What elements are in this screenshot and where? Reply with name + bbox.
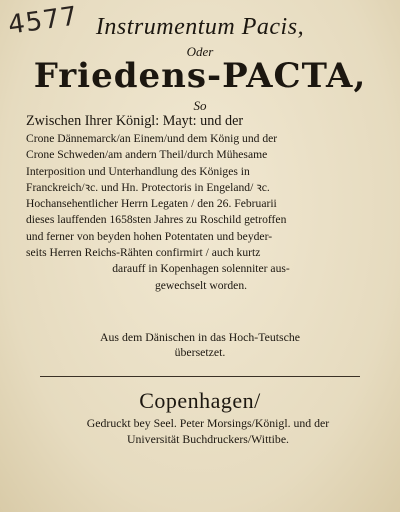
body-line: dieses lauffenden 1658sten Jahres zu Roschild getroffen: [26, 213, 287, 227]
body-line: Hochansehentlicher Herrn Legaten / den 26. Februarii: [26, 197, 277, 211]
body-line: Interposition und Unterhandlung des Königes in: [26, 164, 250, 178]
divider-rule: [40, 376, 360, 377]
body-line: seits Herren Reichs-Rähten confirmirt / auch kurtz: [26, 246, 261, 260]
body-text: [26, 112, 376, 294]
title-line-4: So: [193, 98, 207, 113]
title-main: Friedens-PACTA,: [33, 56, 367, 96]
body-line: darauff in Kopenhagen solenniter aus-: [112, 262, 290, 276]
title-line-1: Instrumentum Pacis,: [95, 14, 305, 40]
title-line-2: Oder: [186, 44, 214, 59]
handwritten-number: 4577: [6, 1, 80, 41]
translation-line-1: Aus dem Dänischen in das Hoch-Teutsche: [100, 330, 300, 344]
body-line: Crone Dännemarck/an Einem/und dem König und der: [26, 132, 278, 145]
imprint-city: Copenhagen/: [139, 388, 261, 413]
imprint: [40, 416, 376, 447]
body-line: Crone Schweden/am andern Theil/durch Mühesame: [26, 148, 268, 162]
body-line: gewechselt worden.: [154, 278, 248, 292]
body-line: Franckreich/ꝛc. und Hn. Protectoris in Engeland/ ꝛc.: [26, 180, 270, 194]
body-line: und ferner von beyden hohen Potentaten und beyder-: [26, 229, 273, 243]
translation-note: [0, 330, 400, 360]
translation-line-2: übersetzet.: [174, 345, 226, 359]
body-line: Zwischen Ihrer Königl: Mayt: und der: [26, 113, 244, 129]
imprint-line-1: Gedruckt bey Seel. Peter Morsings/Königl. und der: [86, 416, 330, 430]
imprint-line-2: Universität Buchdruckers/Wittibe.: [126, 431, 290, 446]
